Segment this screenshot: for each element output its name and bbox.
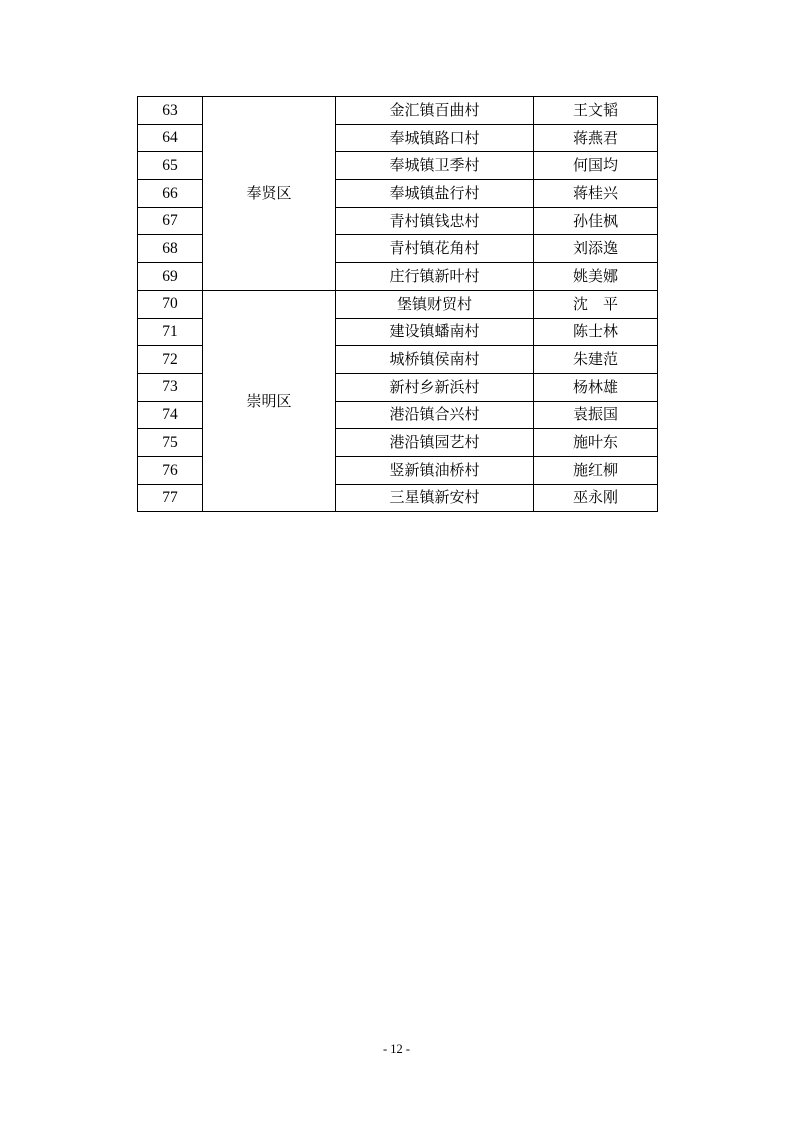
person-name-cell: 施红柳 (534, 456, 658, 484)
village-cell: 港沿镇园艺村 (336, 429, 534, 457)
row-number: 63 (138, 97, 203, 125)
row-number: 74 (138, 401, 203, 429)
person-name-cell: 施叶东 (534, 429, 658, 457)
village-cell: 青村镇花角村 (336, 235, 534, 263)
village-cell: 堡镇财贸村 (336, 290, 534, 318)
roster-table (137, 96, 658, 512)
village-cell: 奉城镇路口村 (336, 124, 534, 152)
village-cell: 竖新镇油桥村 (336, 456, 534, 484)
table-row (138, 97, 658, 125)
row-number: 75 (138, 429, 203, 457)
district-cell: 奉贤区 (203, 97, 336, 291)
row-number: 64 (138, 124, 203, 152)
row-number: 73 (138, 373, 203, 401)
row-number: 76 (138, 456, 203, 484)
person-name-cell: 袁振国 (534, 401, 658, 429)
person-name-cell: 沈 平 (534, 290, 658, 318)
village-cell: 奉城镇卫季村 (336, 152, 534, 180)
person-name-cell: 何国均 (534, 152, 658, 180)
person-name-cell: 杨林雄 (534, 373, 658, 401)
row-number: 69 (138, 263, 203, 291)
row-number: 66 (138, 180, 203, 208)
row-number: 65 (138, 152, 203, 180)
person-name-cell: 巫永刚 (534, 484, 658, 512)
person-name-cell: 蒋燕君 (534, 124, 658, 152)
village-cell: 庄行镇新叶村 (336, 263, 534, 291)
row-number: 67 (138, 207, 203, 235)
person-name-cell: 朱建范 (534, 346, 658, 374)
person-name-cell: 蒋桂兴 (534, 180, 658, 208)
village-cell: 港沿镇合兴村 (336, 401, 534, 429)
row-number: 77 (138, 484, 203, 512)
village-cell: 青村镇钱忠村 (336, 207, 534, 235)
village-cell: 三星镇新安村 (336, 484, 534, 512)
row-number: 72 (138, 346, 203, 374)
person-name-cell: 姚美娜 (534, 263, 658, 291)
village-cell: 新村乡新浜村 (336, 373, 534, 401)
row-number: 68 (138, 235, 203, 263)
village-cell: 金汇镇百曲村 (336, 97, 534, 125)
person-name-cell: 孙佳枫 (534, 207, 658, 235)
row-number: 70 (138, 290, 203, 318)
table-row (138, 290, 658, 318)
person-name-cell: 陈士林 (534, 318, 658, 346)
page-number: - 12 - (382, 1042, 411, 1056)
village-cell: 建设镇蟠南村 (336, 318, 534, 346)
village-cell: 奉城镇盐行村 (336, 180, 534, 208)
row-number: 71 (138, 318, 203, 346)
person-name-cell: 王文韬 (534, 97, 658, 125)
district-cell: 崇明区 (203, 290, 336, 512)
village-cell: 城桥镇侯南村 (336, 346, 534, 374)
person-name-cell: 刘添逸 (534, 235, 658, 263)
